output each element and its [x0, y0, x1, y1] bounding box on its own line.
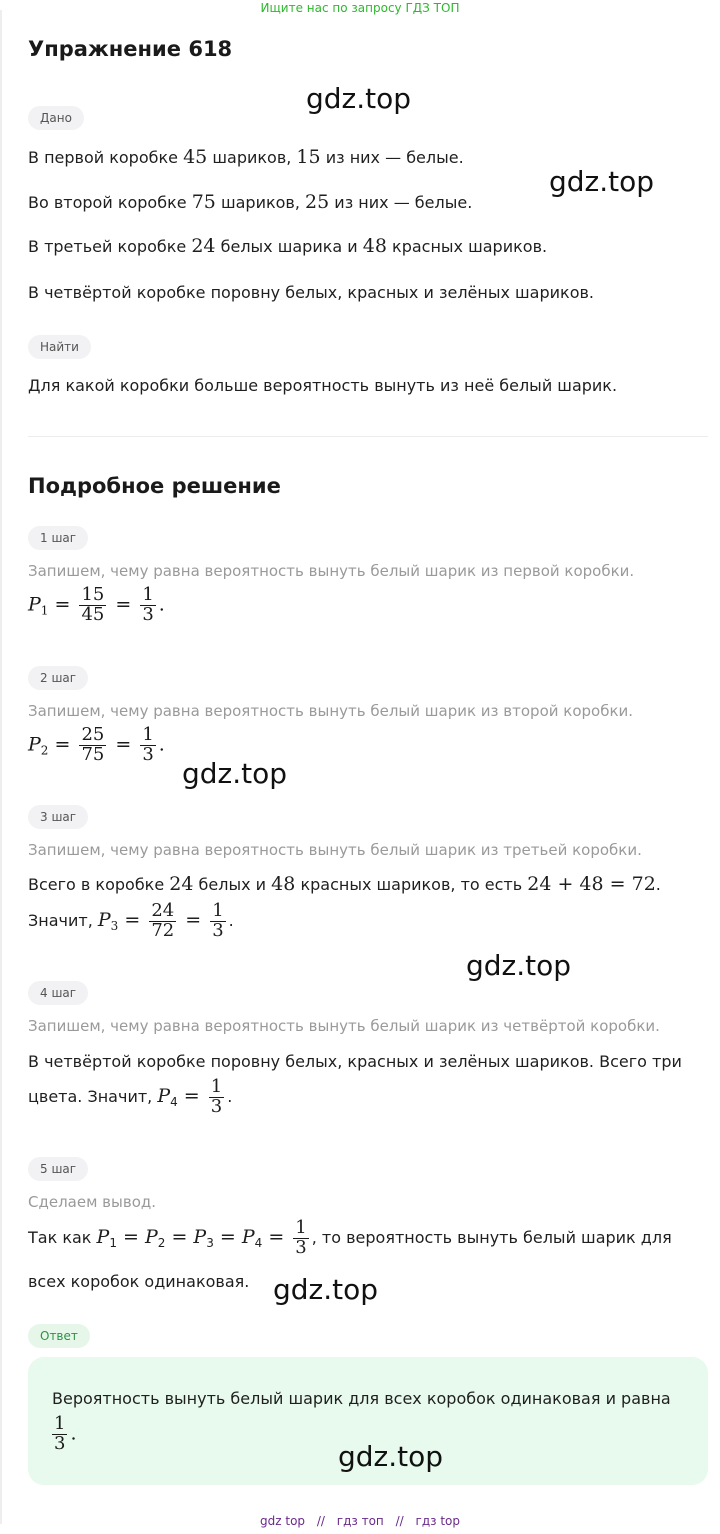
answer-formula: $\frac{1}{3}$ . [54, 1413, 77, 1454]
step-1-description: Запишем, чему равна вероятность вынуть белый шарик из первой коробки. [28, 562, 635, 580]
step-3-badge: 3 шаг [28, 805, 88, 829]
answer-badge: Ответ [28, 1324, 90, 1348]
footer-link-gdz-top[interactable]: gdz top [260, 1514, 306, 1528]
step-2-badge: 2 шаг [28, 666, 88, 690]
footer-separator: // [316, 1514, 325, 1528]
step-5-line-1: Так как $P_1 = P_2 = P_3 = P_4$ = $\frac{1}{3}$ , то вероятность вынуть белый шарик для [28, 1217, 672, 1258]
solution-title: Подробное решение [28, 474, 281, 498]
step-1-formula: $P_1$ = $\frac{15}{45}$ = $\frac{1}{3}$ . [28, 584, 165, 625]
step-5-line-2: всех коробок одинаковая. [28, 1272, 250, 1291]
step-4-line-2: цвета. Значит, $P_4$ = $\frac{1}{3}$ . [28, 1076, 233, 1117]
step-4-badge: 4 шаг [28, 981, 88, 1005]
footer-separator: // [395, 1514, 404, 1528]
step-3-description: Запишем, чему равна вероятность вынуть белый шарик из третьей коробки. [28, 841, 642, 859]
top-banner-link[interactable]: Ищите нас по запросу ГДЗ ТОП [260, 1, 460, 15]
given-line-1: В первой коробке 45 шариков, 15 из них — белые. [28, 146, 464, 168]
step-2-formula: $P_2$ = $\frac{25}{75}$ = $\frac{1}{3}$ . [28, 724, 165, 765]
step-2-description: Запишем, чему равна вероятность вынуть белый шарик из второй коробки. [28, 702, 634, 720]
section-divider [28, 436, 708, 437]
step-4-line-1: В четвёртой коробке поровну белых, красных и зелёных шариков. Всего три [28, 1052, 682, 1071]
given-line-4: В четвёртой коробке поровну белых, красных и зелёных шариков. [28, 283, 595, 302]
step-3-line-2: Значит, $P_3$ = $\frac{24}{72}$ = $\frac{1}{3}$ . [28, 900, 234, 941]
step-4-description: Запишем, чему равна вероятность вынуть белый шарик из четвёртой коробки. [28, 1017, 660, 1035]
step-5-badge: 5 шаг [28, 1157, 88, 1181]
given-line-3: В третьей коробке 24 белых шарика и 48 красных шариков. [28, 235, 548, 257]
watermark: gdz.top [306, 82, 412, 115]
watermark: gdz.top [466, 949, 572, 982]
step-3-line-1: Всего в коробке 24 белых и 48 красных шариков, то есть 24 + 48 = 72. [28, 873, 661, 895]
step-1-badge: 1 шаг [28, 526, 88, 550]
given-badge: Дано [28, 106, 84, 130]
watermark: gdz.top [273, 1273, 379, 1306]
answer-text: Вероятность вынуть белый шарик для всех коробок одинаковая и равна [52, 1389, 671, 1408]
footer-link-gdz-top-mixed[interactable]: гдз top [415, 1514, 460, 1528]
watermark: gdz.top [182, 757, 288, 790]
footer-link-gdz-top-ru[interactable]: гдз топ [336, 1514, 384, 1528]
watermark: gdz.top [549, 165, 655, 198]
find-text: Для какой коробки больше вероятность вынуть из неё белый шарик. [28, 376, 618, 395]
watermark: gdz.top [338, 1440, 444, 1473]
given-line-2: Во второй коробке 75 шариков, 25 из них — белые. [28, 191, 473, 213]
page-title: Упражнение 618 [28, 37, 233, 61]
find-badge: Найти [28, 335, 91, 359]
footer-links [0, 1514, 720, 1528]
step-5-description: Сделаем вывод. [28, 1193, 157, 1211]
